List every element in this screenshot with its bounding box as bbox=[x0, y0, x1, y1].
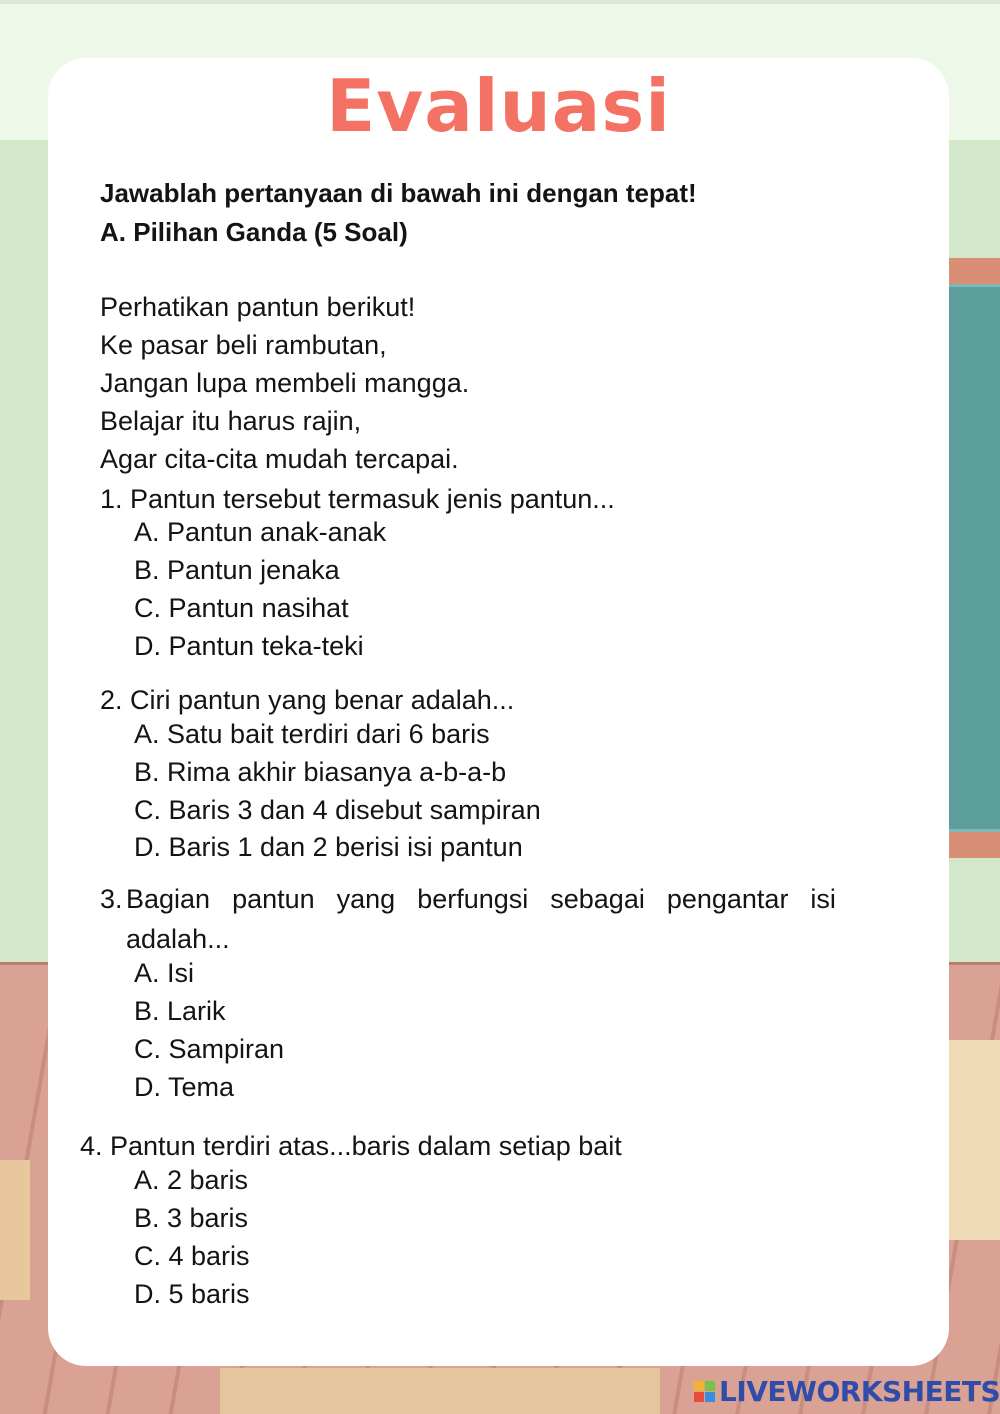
option-1d[interactable]: D. Pantun teka-teki bbox=[134, 631, 364, 661]
liveworksheets-logo-icon bbox=[694, 1381, 715, 1402]
desk-right bbox=[948, 1040, 1000, 1240]
option-2a[interactable]: A. Satu bait terdiri dari 6 baris bbox=[134, 719, 490, 749]
watermark-text: LIVEWORKSHEETS bbox=[719, 1374, 1000, 1408]
option-3b[interactable]: B. Larik bbox=[134, 996, 226, 1026]
question-3-word: sebagai bbox=[550, 884, 645, 914]
option-4b[interactable]: B. 3 baris bbox=[134, 1203, 249, 1233]
question-3-number: 3. bbox=[100, 884, 123, 914]
question-3-word: isi bbox=[810, 884, 836, 914]
option-1a[interactable]: A. Pantun anak-anak bbox=[134, 517, 387, 547]
pantun-line: Agar cita-cita mudah tercapai. bbox=[100, 444, 459, 474]
pantun-line: Jangan lupa membeli mangga. bbox=[100, 368, 470, 398]
question-2: 2. Ciri pantun yang benar adalah... bbox=[100, 685, 515, 715]
option-2d[interactable]: D. Baris 1 dan 2 berisi isi pantun bbox=[134, 832, 523, 862]
option-3a[interactable]: A. Isi bbox=[134, 958, 195, 988]
liveworksheets-watermark[interactable] bbox=[694, 1376, 1000, 1406]
question-3-line-1 bbox=[126, 884, 836, 915]
instruction: Jawablah pertanyaan di bawah ini dengan tepat! bbox=[100, 178, 697, 208]
option-2b[interactable]: B. Rima akhir biasanya a-b-a-b bbox=[134, 757, 507, 787]
option-1c[interactable]: C. Pantun nasihat bbox=[134, 593, 349, 623]
question-3-line-2: adalah... bbox=[126, 924, 230, 954]
question-3-word: Bagian bbox=[126, 884, 211, 914]
option-4a[interactable]: A. 2 baris bbox=[134, 1165, 249, 1195]
option-1b[interactable]: B. Pantun jenaka bbox=[134, 555, 340, 585]
option-4d[interactable]: D. 5 baris bbox=[134, 1279, 250, 1309]
question-1: 1. Pantun tersebut termasuk jenis pantun... bbox=[100, 484, 615, 514]
question-3-word: pengantar bbox=[666, 884, 789, 914]
question-4: 4. Pantun terdiri atas...baris dalam setiap bait bbox=[80, 1131, 622, 1161]
desk-bottom bbox=[220, 1368, 660, 1414]
pantun-intro: Perhatikan pantun berikut! bbox=[100, 292, 416, 322]
question-3-word: berfungsi bbox=[417, 884, 529, 914]
option-3d[interactable]: D. Tema bbox=[134, 1072, 235, 1102]
question-3-word: yang bbox=[336, 884, 396, 914]
option-3c[interactable]: C. Sampiran bbox=[134, 1034, 285, 1064]
chalkboard bbox=[946, 284, 1000, 832]
page-title: Evaluasi bbox=[326, 64, 671, 148]
option-4c[interactable]: C. 4 baris bbox=[134, 1241, 250, 1271]
desk-left bbox=[0, 1160, 30, 1300]
pantun-line: Belajar itu harus rajin, bbox=[100, 406, 362, 436]
background-top-border bbox=[0, 0, 1000, 4]
pantun-line: Ke pasar beli rambutan, bbox=[100, 330, 387, 360]
question-3-word: pantun bbox=[232, 884, 315, 914]
option-2c[interactable]: C. Baris 3 dan 4 disebut sampiran bbox=[134, 795, 541, 825]
section-heading: A. Pilihan Ganda (5 Soal) bbox=[100, 217, 408, 247]
